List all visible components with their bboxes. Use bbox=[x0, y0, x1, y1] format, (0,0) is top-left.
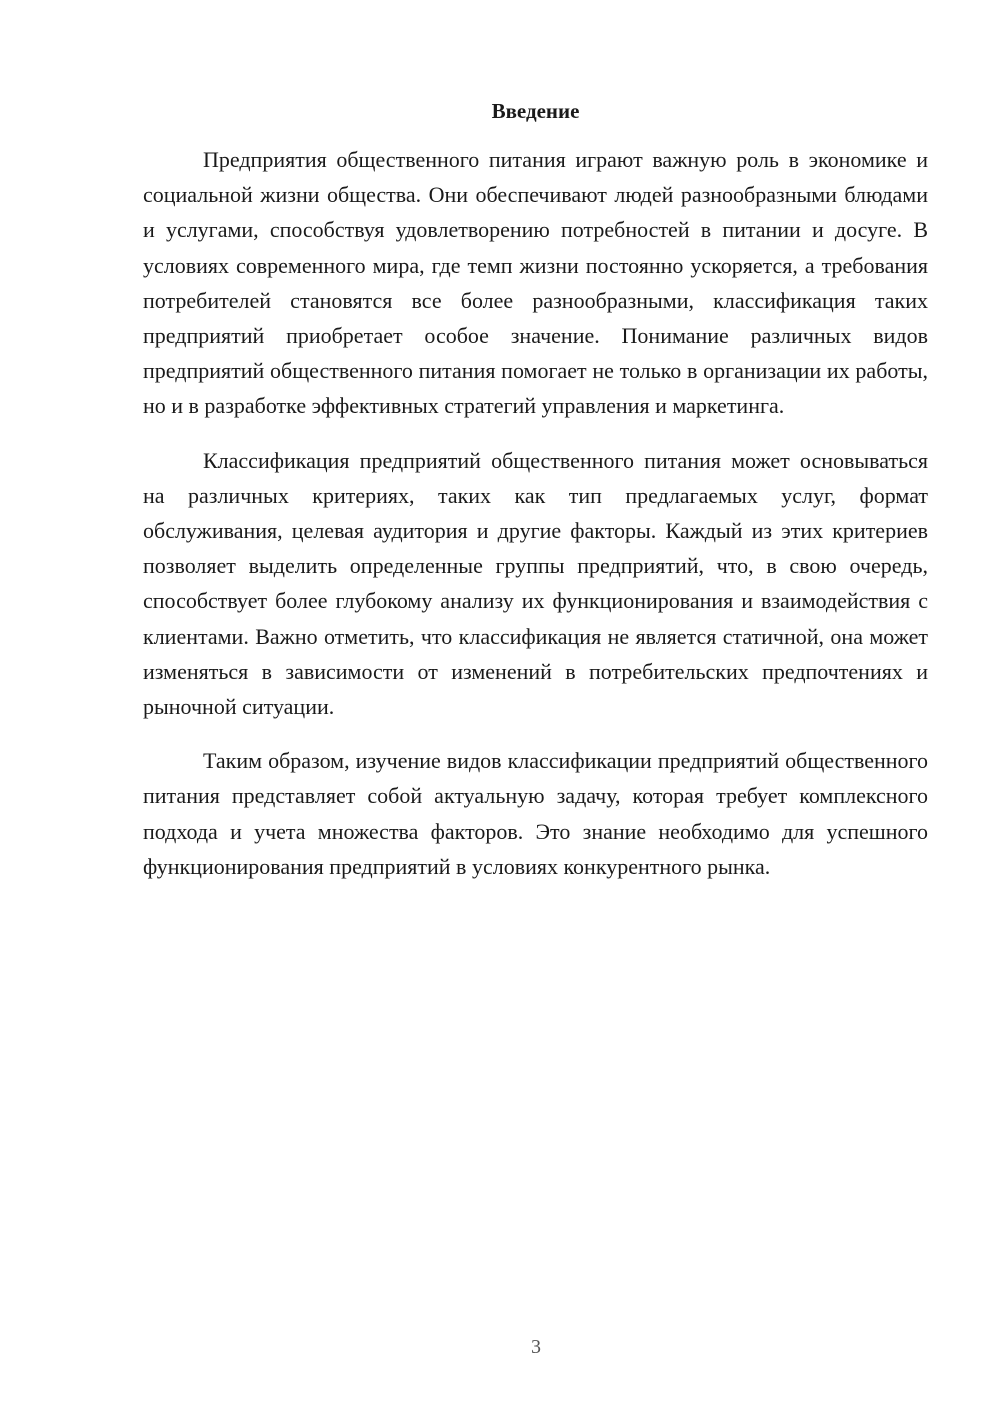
section-heading: Введение bbox=[491, 99, 580, 123]
paragraph-1: Предприятия общественного питания играют важную роль в экономике и социальной жизни общества. Они обеспечивают людей разнообразными блюдами и услугами, способствуя удовлетворению потребностей в питании и досуге. В условиях современного мира, где темп жизни постоянно ускоряется, а требования потребителей становятся все более разнообразными, классификация таких предприятий приобретает особое значение. Понимание различных видов предприятий общественного питания помогает не только в организации их работы, но и в разработке эффективных стратегий управления и маркетинга. bbox=[143, 147, 928, 419]
paragraph-2: Классификация предприятий общественного питания может основываться на различных критериях, таких как тип предлагаемых услуг, формат обслуживания, целевая аудитория и другие факторы. Каждый из этих критериев позволяет выделить определенные группы предприятий, что, в свою очередь, способствует более глубокому анализу их функционирования и взаимодействия с клиентами. Важно отметить, что классификация не является статичной, она может изменяться в зависимости от изменений в потребительских предпочтениях и рыночной ситуации. bbox=[143, 447, 928, 720]
paragraph-3: Таким образом, изучение видов классификации предприятий общественного питания представляет собой актуальную задачу, которая требует комплексного подхода и учета множества факторов. Это знание необходимо для успешного функционирования предприятий в условиях конкурентного рынка. bbox=[143, 748, 928, 879]
page-content bbox=[143, 96, 928, 903]
page-number: 3 bbox=[531, 1336, 541, 1358]
